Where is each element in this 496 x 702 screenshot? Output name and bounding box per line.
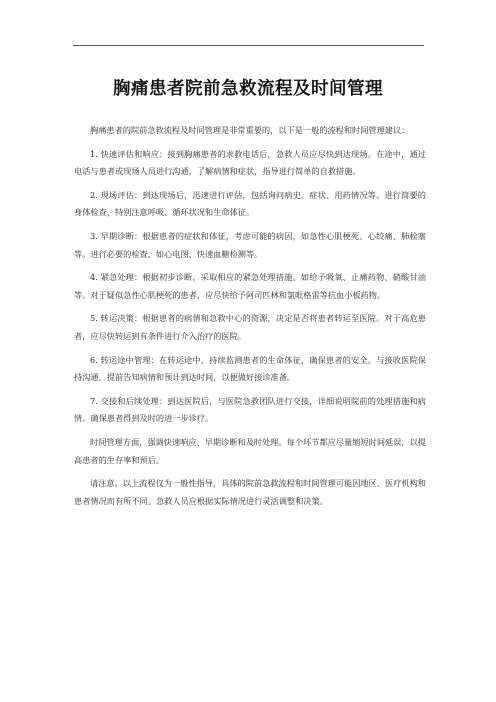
paragraph-step-6: 6. 转运途中管理：在转运途中，持续监测患者的生命体征，确保患者的安全。与接收医院保持沟通，提前告知病情和预计到达时间，以便做好接诊准备。 bbox=[74, 354, 426, 383]
paragraph-step-2: 2. 现场评估：到达现场后，迅速进行评估，包括询问病史、症状、用药情况等。进行简要的身体检查，特别注意呼吸、循环状况和生命体征。 bbox=[74, 189, 426, 218]
document-body bbox=[74, 122, 426, 516]
document-title: 胸痛患者院前急救流程及时间管理 bbox=[113, 79, 383, 99]
paragraph-step-3: 3. 早期诊断：根据患者的症状和体征，考虑可能的病因，如急性心肌梗死、心绞痛、肺栓塞等。进行必要的检查，如心电图、快速血糖检测等。 bbox=[74, 230, 426, 259]
paragraph-step-5: 5. 转运决策：根据患者的病情和急救中心的资源，决定是否将患者转运至医院。对于高危患者，应尽快转运到有条件进行介入治疗的医院。 bbox=[74, 313, 426, 341]
paragraph-step-4: 4. 紧急处理：根据初步诊断，采取相应的紧急处理措施。如给予吸氧、止痛药物、硝酸甘油等。对于疑似急性心肌梗死的患者，应尽快给予阿司匹林和氯吡格雷等抗血小板药物。 bbox=[74, 272, 426, 300]
paragraph-step-7: 7. 交接和后续处理：到达医院后，与医院急救团队进行交接，详细说明院前的处理措施和病情。确保患者得到及时的进一步诊疗。 bbox=[74, 395, 426, 424]
paragraph-step-1: 1. 快速评估和响应：接到胸痛患者的求救电话后，急救人员应尽快到达现场。在途中，通过电话与患者或现场人员进行沟通，了解病情和症状，指导进行简单的自救措施。 bbox=[74, 148, 426, 177]
header-rule bbox=[73, 45, 424, 46]
paragraph-note: 请注意，以上流程仅为一般性指导，具体的院前急救流程和时间管理可能因地区、医疗机构和患者情况而有所不同。急救人员应根据实际情况进行灵活调整和决策。 bbox=[74, 478, 426, 506]
paragraph-intro: 胸痛患者的院前急救流程及时间管理是非常重要的，以下是一般的流程和时间管理建议： bbox=[90, 125, 410, 135]
paragraph-time-management: 时间管理方面，强调快速响应、早期诊断和及时处理。每个环节都应尽量缩短时间延误，以提高患者的生存率和预后。 bbox=[74, 436, 426, 465]
